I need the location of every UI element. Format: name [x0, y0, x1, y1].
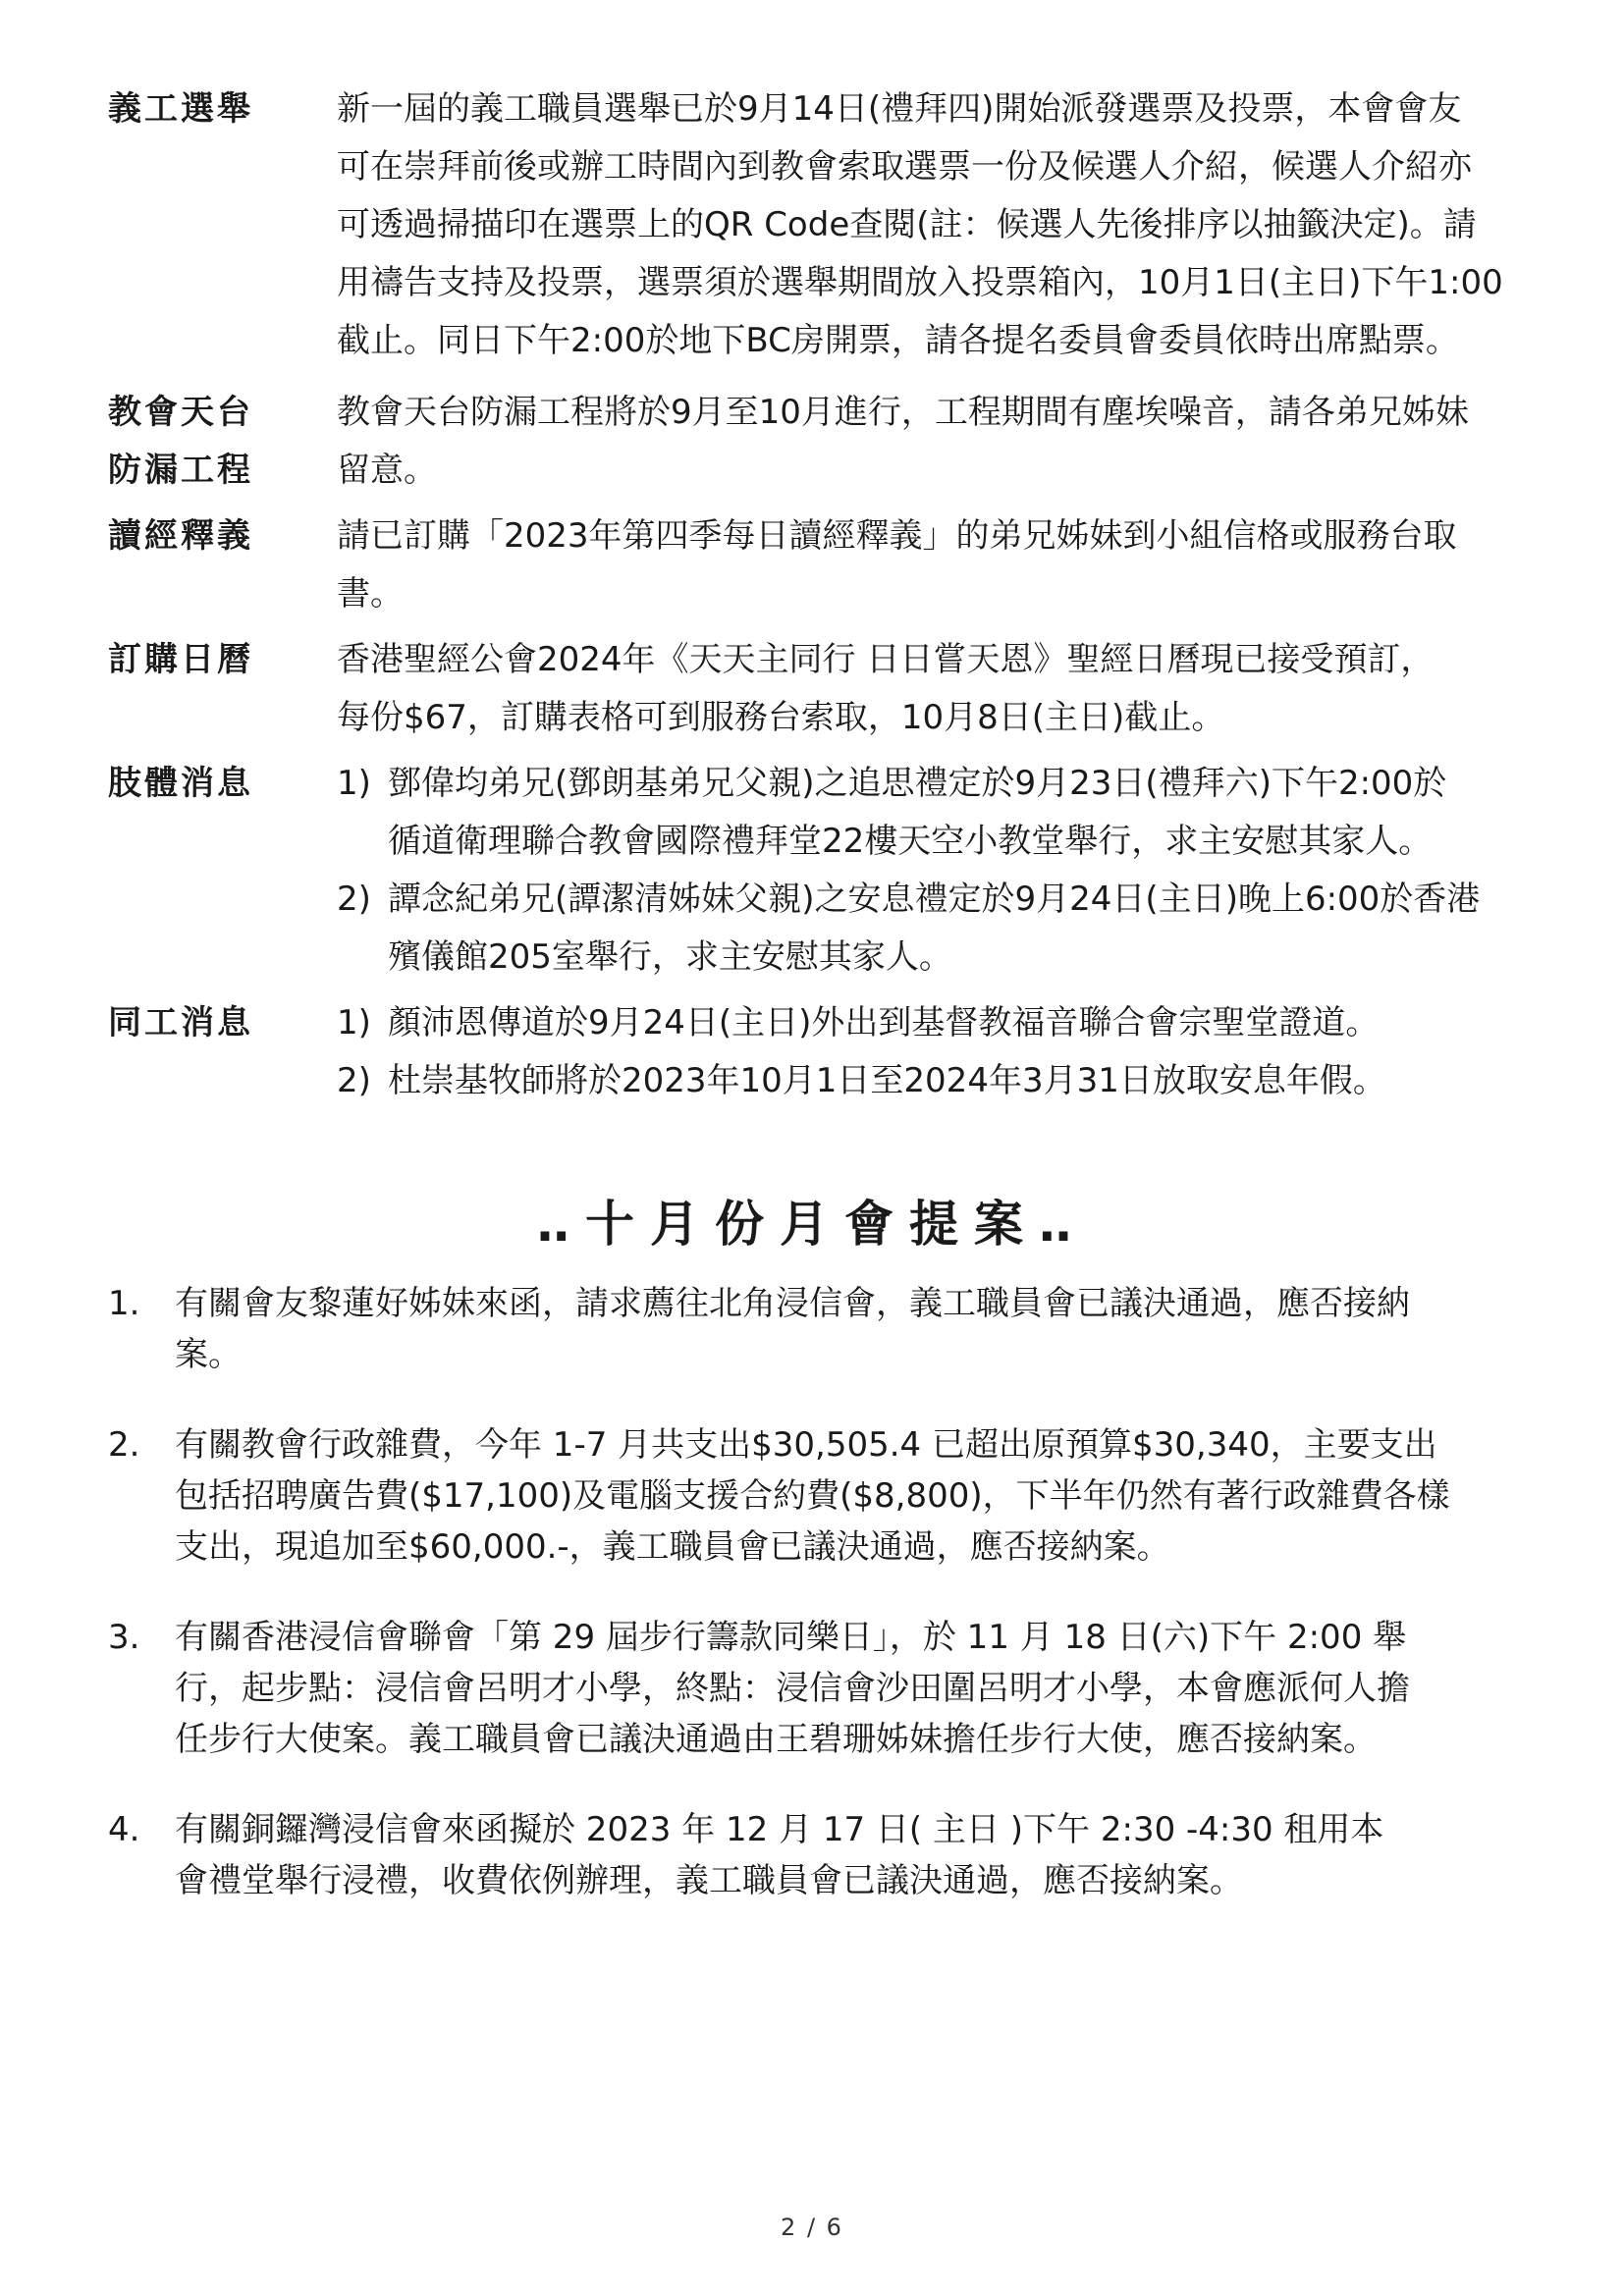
list-item-text	[388, 994, 1379, 1052]
notice-line: 留意。	[337, 451, 437, 490]
proposal-line: 包括招聘廣告費($17,100)及電腦支援合約費($8,800)，下半年仍然有著行政雜費各樣	[175, 1476, 1450, 1516]
notice-roof-waterproofing	[108, 384, 1561, 500]
notice-line: 鄧偉均弟兄(鄧朗基弟兄父親)之追思禮定於9月23日(禮拜六)下午2:00於	[388, 764, 1447, 803]
notice-line: 新一屆的義工職員選舉已於9月14日(禮拜四)開始派發選票及投票，本會會友	[337, 89, 1462, 129]
notice-line: 截止。同日下午2:00於地下BC房開票，請各提名委員會委員依時出席點票。	[337, 321, 1459, 360]
notice-line: 譚念紀弟兄(譚潔清姊妹父親)之安息禮定於9月24日(主日)晚上6:00於香港	[388, 880, 1481, 919]
notice-body	[337, 631, 1554, 747]
notice-body	[337, 507, 1554, 623]
proposal-number: 2.	[108, 1425, 140, 1465]
list-item	[337, 994, 1554, 1052]
section-heading: ‥十月份月會提案‥	[536, 1196, 1088, 1253]
notice-line: 書。	[337, 574, 404, 614]
notice-member-news	[108, 755, 1561, 987]
staff-news-list	[337, 994, 1554, 1110]
proposal-line: 支出，現追加至$60,000.-，義工職員會已議決通過，應否接納案。	[175, 1527, 1170, 1567]
notice-label: 義工選舉	[108, 89, 253, 129]
notice-label: 肢體消息	[108, 764, 253, 803]
proposal-line: 會禮堂舉行浸禮，收費依例辦理，義工職員會已議決通過，應否接納案。	[175, 1861, 1243, 1900]
list-item-number: 1)	[337, 1003, 371, 1042]
list-item-text	[388, 871, 1480, 987]
notice-staff-news	[108, 994, 1561, 1110]
proposal-line: 任步行大使案。義工職員會已議決通過由王碧珊姊妹擔任步行大使，應否接納案。	[175, 1720, 1377, 1759]
proposal-text	[175, 1278, 1559, 1380]
proposal-text	[175, 1804, 1559, 1906]
notice-line: 可透過掃描印在選票上的QR Code查閱(註：候選人先後排序以抽籤決定)。請	[337, 205, 1477, 244]
proposal-number: 4.	[108, 1810, 140, 1849]
notice-body	[337, 384, 1554, 500]
proposal-line: 案。	[175, 1335, 242, 1374]
list-item-text	[388, 1052, 1386, 1110]
list-item-text	[388, 755, 1446, 871]
proposals-list	[108, 1278, 1561, 1946]
proposal-text	[175, 1419, 1559, 1573]
page-number: 2 / 6	[781, 2214, 843, 2241]
proposal-item	[108, 1278, 1561, 1380]
proposal-text	[175, 1612, 1559, 1765]
list-item-number: 1)	[337, 764, 371, 803]
notice-calendar-order	[108, 631, 1561, 747]
notice-devotional-reading	[108, 507, 1561, 623]
notice-line: 循道衛理聯合教會國際禮拜堂22樓天空小教堂舉行，求主安慰其家人。	[388, 822, 1433, 861]
notice-label: 讀經釋義	[108, 516, 253, 556]
notice-label: 訂購日曆	[108, 640, 253, 679]
proposal-number: 3.	[108, 1618, 140, 1657]
notice-line: 用禱告支持及投票，選票須於選舉期間放入投票箱內，10月1日(主日)下午1:00	[337, 263, 1503, 302]
proposal-item	[108, 1612, 1561, 1765]
notice-line: 可在崇拜前後或辦工時間內到教會索取選票一份及候選人介紹，候選人介紹亦	[337, 147, 1472, 187]
list-item-number: 2)	[337, 880, 371, 919]
member-news-list	[337, 755, 1554, 987]
notice-line: 每份$67，訂購表格可到服務台索取，10月8日(主日)截止。	[337, 698, 1225, 737]
list-item-number: 2)	[337, 1061, 371, 1100]
proposal-item	[108, 1419, 1561, 1573]
notice-label: 教會天台 防漏工程	[108, 393, 253, 490]
proposal-line: 有關教會行政雜費，今年 1-7 月共支出$30,505.4 已超出原預算$30,340，主要支出	[175, 1425, 1437, 1465]
notice-label: 同工消息	[108, 1003, 253, 1042]
proposal-line: 有關香港浸信會聯會「第 29 屆步行籌款同樂日」，於 11 月 18 日(六)下午 2:00 舉	[175, 1618, 1407, 1657]
notice-line: 杜崇基牧師將於2023年10月1日至2024年3月31日放取安息年假。	[388, 1061, 1386, 1100]
list-item	[337, 1052, 1554, 1110]
notice-body	[337, 80, 1554, 370]
notice-line: 請已訂購「2023年第四季每日讀經釋義」的弟兄姊妹到小組信格或服務台取	[337, 516, 1457, 556]
proposal-line: 有關會友黎蓮好姊妹來函，請求薦往北角浸信會，義工職員會已議決通過，應否接納	[175, 1284, 1410, 1323]
notice-volunteer-election	[108, 80, 1561, 370]
notice-body	[337, 994, 1554, 1110]
proposal-number: 1.	[108, 1284, 140, 1323]
proposal-line: 有關銅鑼灣浸信會來函擬於 2023 年 12 月 17 日( 主日 )下午 2:30 -4:30 租用本	[175, 1810, 1384, 1849]
notice-body	[337, 755, 1554, 987]
proposal-line: 行，起步點：浸信會呂明才小學，終點：浸信會沙田圍呂明才小學，本會應派何人擔	[175, 1669, 1410, 1708]
notice-line: 顏沛恩傳道於9月24日(主日)外出到基督教福音聯合會宗聖堂證道。	[388, 1003, 1380, 1042]
announcements-section	[108, 80, 1561, 1110]
notice-line: 殯儀館205室舉行，求主安慰其家人。	[388, 937, 952, 977]
notice-line: 香港聖經公會2024年《天天主同行 日日嘗天恩》聖經日曆現已接受預訂，	[337, 640, 1435, 679]
list-item	[337, 871, 1554, 987]
notice-line: 教會天台防漏工程將於9月至10月進行，工程期間有塵埃噪音，請各弟兄姊妹	[337, 393, 1469, 432]
list-item	[337, 755, 1554, 871]
proposal-item	[108, 1804, 1561, 1906]
